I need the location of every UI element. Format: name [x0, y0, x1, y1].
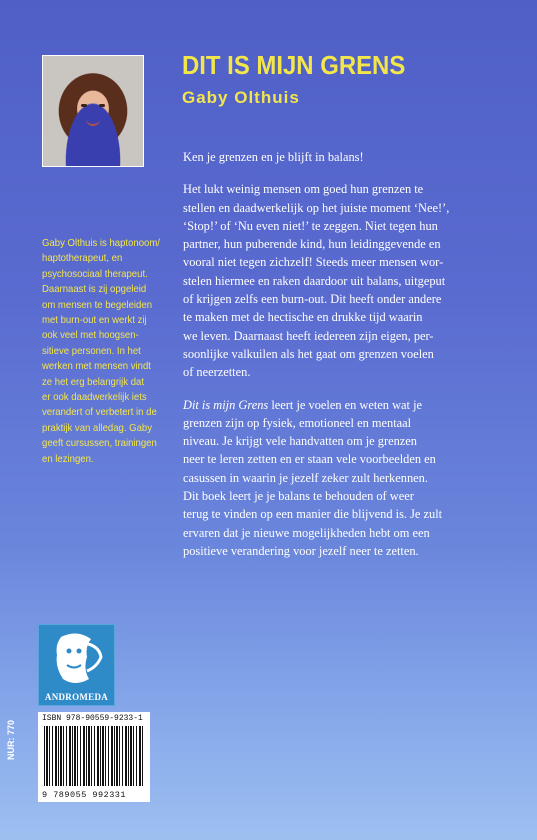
author-photo — [42, 55, 144, 167]
bio-line: ze het erg belangrijk dat — [42, 376, 145, 388]
bio-line: werken met mensen vindt — [42, 361, 151, 373]
blurb-line: stellen en daadwerkelijk op het juiste moment ‘Nee!’, — [183, 200, 450, 215]
blurb-line: of neerzetten. — [183, 365, 251, 380]
barcode-bars — [44, 726, 144, 786]
publisher-logo — [38, 624, 115, 706]
blurb-line — [183, 396, 508, 414]
blurb-line: soonlijke valkuilen als het gaat om grenzen voelen — [183, 346, 434, 361]
photo-eye — [81, 104, 87, 107]
bio-line: om mensen te begeleiden — [42, 299, 153, 311]
blurb-line: ervaren dat je nieuwe mogelijkheden hebt om een — [183, 525, 430, 540]
blurb-line: partner, hun puberende kind, hun leidinggevende en — [183, 237, 441, 252]
bio-line: psychosociaal therapeut. — [42, 268, 148, 280]
bio-line: er ook daadwerkelijk iets — [42, 392, 147, 404]
blurb-line: of krijgen zelfs een burn-out. Dit heeft onder andere — [183, 292, 442, 307]
blurb-line: vooral niet tegen zichzelf! Steeds meer mensen wor- — [183, 255, 444, 270]
book-title: DIT IS MIJN GRENS — [182, 50, 406, 80]
blurb-line: te maken met de hectische en drukke tijd waarin — [183, 310, 423, 325]
book-author: Gaby Olthuis — [182, 88, 300, 107]
blurb-intro: Ken je grenzen en je blijft in balans! — [183, 150, 364, 164]
bio-line: Gaby Olthuis is haptonoom/ — [42, 238, 160, 249]
blurb-line: terug te vinden op een manier die blijvend is. Je zult — [183, 507, 443, 522]
blurb-line: we leven. Daarnaast heeft iedereen zijn eigen, per- — [183, 328, 434, 343]
ean-number: 9 789055 992331 — [42, 790, 127, 800]
bio-line: Daarnaast is zij opgeleid — [42, 284, 147, 296]
photo-eye — [99, 104, 105, 107]
blurb-line: positieve verandering voor jezelf neer te zetten. — [183, 543, 419, 558]
blurb-book-title: Dit is mijn Grens — [183, 397, 269, 412]
bio-line: haptotherapeut, en — [42, 253, 123, 265]
blurb-line: Dit boek leert je je balans te behouden of weer — [183, 489, 414, 504]
bio-line: sitieve personen. In het — [42, 345, 141, 357]
bio-line: praktijk van alledag. Gaby — [42, 422, 152, 434]
andromeda-face-logo-icon — [39, 627, 114, 689]
blurb — [183, 148, 508, 560]
blurb-line: niveau. Je krijgt vele handvatten om je grenzen — [183, 434, 417, 449]
blurb-line-rest: leert je voelen en weten wat je — [268, 397, 423, 412]
barcode — [38, 712, 150, 802]
nur-code: NUR: 770 — [6, 719, 16, 760]
blurb-line: stelen hiermee en raken daardoor uit balans, uitgeput — [183, 273, 446, 288]
blurb-line: neer te leren zetten en er staan vele voorbeelden en — [183, 452, 436, 467]
bio-line: ook veel met hoogsen- — [42, 330, 139, 342]
blurb-line: casussen in waarin je jezelf zeker zult herkennen. — [183, 470, 428, 485]
blurb-line: grenzen zijn op fysiek, emotioneel en mentaal — [183, 415, 412, 430]
bio-line: geeft cursussen, trainingen — [42, 438, 157, 450]
author-bio — [42, 236, 160, 467]
isbn-number: ISBN 978-90559-9233-1 — [42, 714, 143, 723]
bio-line: verandert of verbetert in de — [42, 407, 157, 419]
photo-smile — [86, 118, 100, 126]
blurb-line: ‘Stop!’ of ‘Nu even niet!’ te zeggen. Niet tegen hun — [183, 218, 438, 233]
blurb-line: Het lukt weinig mensen om goed hun grenzen te — [183, 182, 424, 197]
bio-line: en lezingen. — [42, 453, 94, 465]
bio-line: met burn-out en werkt zij — [42, 315, 147, 327]
publisher-name: ANDROMEDA — [44, 692, 109, 702]
